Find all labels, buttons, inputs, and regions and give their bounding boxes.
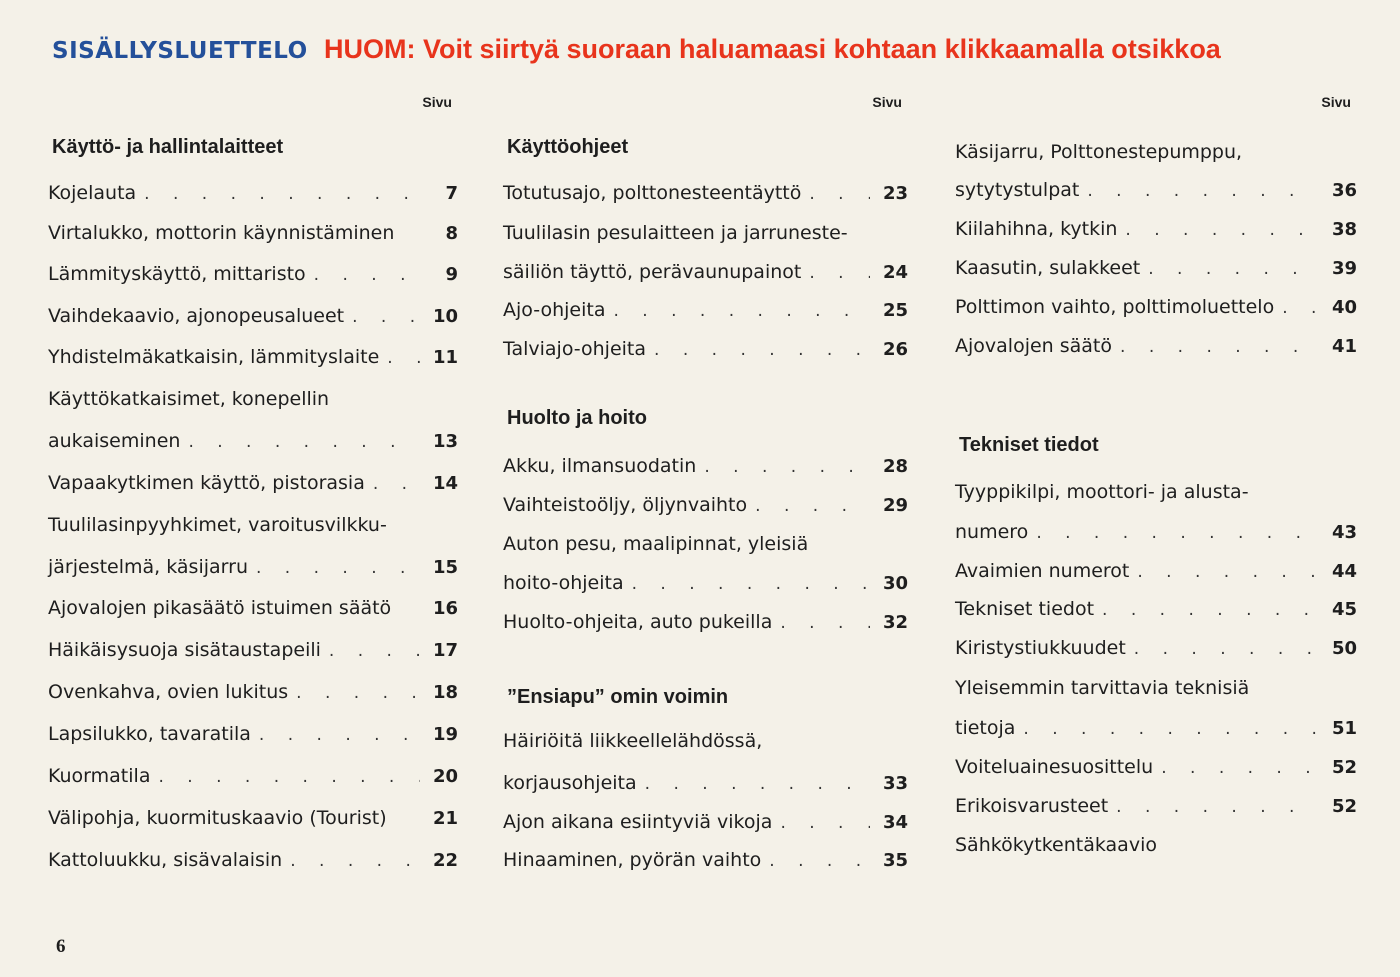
toc-entry-label: tietoja [955, 717, 1016, 739]
toc-entry-page: 24 [882, 262, 908, 283]
toc-entry-page: 41 [1331, 336, 1357, 357]
toc-entry[interactable] [48, 680, 458, 705]
toc-entry[interactable] [48, 848, 458, 873]
dot-leader [1148, 257, 1319, 281]
toc-entry-label: järjestelmä, käsijarru [48, 556, 248, 578]
toc-entry[interactable] [48, 262, 458, 287]
dot-leader [1125, 218, 1319, 242]
toc-entry[interactable] [48, 387, 458, 412]
dot-leader [1023, 717, 1319, 741]
dot-leader [780, 611, 870, 635]
toc-entry-label: Yleisemmin tarvittavia teknisiä [955, 677, 1250, 699]
toc-entry-label: Kiristystiukkuudet [955, 637, 1126, 659]
dot-leader [1087, 179, 1319, 203]
toc-entry-page: 11 [432, 347, 458, 368]
toc-entry-label: Ajo-ohjeita [503, 299, 606, 321]
dot-leader [158, 765, 420, 789]
toc-entry[interactable] [955, 256, 1357, 281]
toc-entry[interactable] [503, 260, 908, 285]
toc-entry-page: 34 [882, 812, 908, 833]
toc-entry-label: Ajovalojen säätö [955, 335, 1113, 357]
toc-entry[interactable] [955, 755, 1357, 780]
dot-leader [1137, 560, 1319, 584]
section-heading[interactable]: Käyttö- ja hallintalaitteet [52, 136, 284, 158]
toc-entry[interactable] [955, 334, 1357, 359]
toc-entry-label: Tuulilasin pesulaitteen ja jarruneste- [503, 222, 848, 244]
toc-entry[interactable] [503, 493, 908, 518]
toc-entry[interactable] [48, 806, 458, 831]
page-column-label: Sivu [422, 94, 452, 110]
section-heading[interactable]: Huolto ja hoito [507, 407, 647, 429]
toc-entry-label: säiliön täyttö, perävaunupainot [503, 261, 802, 283]
toc-entry[interactable] [955, 833, 1357, 858]
toc-entry-label: Käsijarru, Polttonestepumppu, [955, 141, 1243, 163]
toc-entry[interactable] [48, 513, 458, 538]
dot-leader [352, 305, 420, 329]
dot-leader [704, 455, 870, 479]
toc-entry-label: Auton pesu, maalipinnat, yleisiä [503, 533, 809, 555]
dot-leader [809, 182, 870, 206]
toc-entry-label: Vaihteistoöljy, öljynvaihto [503, 494, 748, 516]
toc-entry-label: Tekniset tiedot [955, 598, 1095, 620]
dot-leader [780, 811, 870, 835]
toc-entry-page: 9 [445, 264, 458, 285]
dot-leader [613, 299, 870, 323]
toc-entry-page: 52 [1331, 796, 1357, 817]
toc-entry-page: 17 [432, 640, 458, 661]
toc-entry[interactable] [503, 454, 908, 479]
page-title: SISÄLLYSLUETTELO [52, 38, 308, 64]
toc-entry[interactable] [955, 520, 1357, 545]
toc-entry[interactable] [503, 729, 908, 754]
toc-entry[interactable] [503, 810, 908, 835]
dot-leader [373, 472, 420, 496]
toc-entry-page: 22 [432, 850, 458, 871]
dot-leader [1120, 335, 1319, 359]
dot-leader [1282, 296, 1319, 320]
dot-leader [314, 263, 420, 287]
toc-entry-label: Kaasutin, sulakkeet [955, 257, 1141, 279]
toc-entry-page: 28 [882, 456, 908, 477]
toc-entry[interactable] [503, 771, 908, 796]
dot-leader [256, 556, 420, 580]
toc-entry-page: 10 [432, 306, 458, 327]
toc-entry-label: korjausohjeita [503, 772, 637, 794]
page-column-label: Sivu [1321, 94, 1351, 110]
toc-entry-label: Kojelauta [48, 182, 137, 204]
toc-entry[interactable] [955, 217, 1357, 242]
dot-leader [1036, 521, 1319, 545]
toc-entry[interactable] [955, 178, 1357, 203]
toc-entry[interactable] [48, 345, 458, 370]
toc-entry[interactable] [955, 636, 1357, 661]
toc-entry[interactable] [503, 848, 908, 873]
toc-entry-page: 40 [1331, 297, 1357, 318]
toc-entry-page: 45 [1331, 599, 1357, 620]
toc-entry-page: 39 [1331, 258, 1357, 279]
toc-entry-label: Yhdistelmäkatkaisin, lämmityslaite [48, 346, 380, 368]
toc-entry-label: Ovenkahva, ovien lukitus [48, 681, 289, 703]
toc-entry-page: 7 [445, 183, 458, 204]
toc-entry[interactable] [503, 298, 908, 323]
toc-entry[interactable] [503, 571, 908, 596]
dot-leader [144, 182, 420, 206]
section-heading[interactable]: ”Ensiapu” omin voimin [507, 686, 729, 708]
toc-entry-label: Erikoisvarusteet [955, 795, 1109, 817]
toc-entry[interactable] [48, 181, 458, 206]
toc-entry-page: 44 [1331, 561, 1357, 582]
toc-entry-label: Kuormatila [48, 765, 151, 787]
toc-entry-label: Kiilahihna, kytkin [955, 218, 1118, 240]
dot-leader [329, 639, 420, 663]
toc-entry-page: 32 [882, 612, 908, 633]
toc-entry[interactable] [503, 181, 908, 206]
toc-entry-label: Sähkökytkentäkaavio [955, 834, 1157, 856]
toc-entry[interactable] [955, 716, 1357, 741]
dot-leader [1161, 756, 1319, 780]
navigation-notice: HUOM: Voit siirtyä suoraan haluamaasi kohtaan klikkaamalla otsikkoa [324, 34, 1221, 64]
toc-entry-page: 35 [882, 850, 908, 871]
toc-entry-label: Ajovalojen pikasäätö istuimen säätö [48, 597, 392, 619]
toc-entry[interactable] [955, 480, 1357, 505]
toc-entry-page: 30 [882, 573, 908, 594]
toc-entry-page: 38 [1331, 219, 1357, 240]
toc-entry-page: 14 [432, 473, 458, 494]
toc-entry-label: aukaiseminen [48, 430, 181, 452]
toc-entry-label: Vapaakytkimen käyttö, pistorasia [48, 472, 365, 494]
toc-entry[interactable] [48, 471, 458, 496]
dot-leader [645, 772, 870, 796]
toc-entry-label: Häikäisysuoja sisätaustapeili [48, 639, 321, 661]
dot-leader [290, 849, 420, 873]
toc-entry-label: Kattoluukku, sisävalaisin [48, 849, 283, 871]
toc-entry-page: 20 [432, 766, 458, 787]
toc-entry-page: 21 [432, 808, 458, 829]
toc-entry-page: 8 [445, 223, 458, 244]
toc-entry-label: Avaimien numerot [955, 560, 1130, 582]
toc-entry-label: Tuulilasinpyyhkimet, varoitusvilkku- [48, 514, 387, 536]
header [52, 34, 1360, 74]
toc-entry-label: Käyttökatkaisimet, konepellin [48, 388, 330, 410]
toc-entry-page: 29 [882, 495, 908, 516]
toc-entry-label: Voiteluainesuosittelu [955, 756, 1154, 778]
toc-entry-page: 19 [432, 724, 458, 745]
toc-entry[interactable] [503, 610, 908, 635]
toc-entry[interactable] [48, 304, 458, 329]
dot-leader [296, 681, 420, 705]
toc-entry[interactable] [955, 794, 1357, 819]
toc-entry-page: 26 [882, 339, 908, 360]
toc-entry-page: 13 [432, 431, 458, 452]
toc-entry-label: Huolto-ohjeita, auto pukeilla [503, 611, 773, 633]
dot-leader [755, 494, 870, 518]
toc-entry-label: Välipohja, kuormituskaavio (Tourist) [48, 807, 387, 829]
toc-entry-label: Akku, ilmansuodatin [503, 455, 697, 477]
dot-leader [259, 723, 420, 747]
dot-leader [1116, 795, 1319, 819]
toc-entry[interactable] [48, 722, 458, 747]
toc-entry[interactable] [48, 596, 458, 621]
toc-entry-label: Lämmityskäyttö, mittaristo [48, 263, 306, 285]
toc-entry[interactable] [48, 555, 458, 580]
dot-leader [654, 338, 870, 362]
toc-entry-label: Totutusajo, polttonesteentäyttö [503, 182, 802, 204]
toc-entry-page: 43 [1331, 522, 1357, 543]
toc-entry[interactable] [48, 638, 458, 663]
toc-entry-page: 15 [432, 557, 458, 578]
toc-entry-page: 52 [1331, 757, 1357, 778]
dot-leader [769, 849, 870, 873]
page-number: 6 [56, 936, 66, 957]
toc-entry-page: 50 [1331, 638, 1357, 659]
toc-entry-label: Polttimon vaihto, polttimoluettelo [955, 296, 1275, 318]
dot-leader [632, 572, 870, 596]
dot-leader [809, 261, 870, 285]
toc-entry-page: 16 [432, 598, 458, 619]
toc-entry-label: Häiriöitä liikkeellelähdössä, [503, 730, 763, 752]
section-heading[interactable]: Käyttöohjeet [507, 136, 629, 158]
page-column-label: Sivu [872, 94, 902, 110]
toc-entry-label: Ajon aikana esiintyviä vikoja [503, 811, 773, 833]
toc-entry[interactable] [955, 597, 1357, 622]
toc-entry-label: numero [955, 521, 1029, 543]
toc-entry[interactable] [48, 764, 458, 789]
toc-entry-label: Talviajo-ohjeita [503, 338, 647, 360]
toc-entry-label: Vaihdekaavio, ajonopeusalueet [48, 305, 345, 327]
toc-entry-label: sytytystulpat [955, 179, 1080, 201]
toc-entry-page: 23 [882, 183, 908, 204]
dot-leader [1134, 637, 1319, 661]
toc-entry[interactable] [955, 295, 1357, 320]
toc-entry-page: 18 [432, 682, 458, 703]
dot-leader [1102, 598, 1319, 622]
toc-entry[interactable] [955, 140, 1357, 165]
toc-entry-page: 51 [1331, 718, 1357, 739]
dot-leader [188, 430, 420, 454]
toc-entry[interactable] [48, 429, 458, 454]
toc-entry[interactable] [48, 221, 458, 246]
toc-entry-label: Tyyppikilpi, moottori- ja alusta- [955, 481, 1249, 503]
toc-entry-label: Virtalukko, mottorin käynnistäminen [48, 222, 395, 244]
toc-entry[interactable] [503, 532, 908, 557]
toc-entry-page: 25 [882, 300, 908, 321]
toc-entry[interactable] [503, 221, 908, 246]
section-heading[interactable]: Tekniset tiedot [959, 434, 1099, 456]
toc-entry[interactable] [955, 676, 1357, 701]
toc-entry-page: 36 [1331, 180, 1357, 201]
toc-entry-label: Lapsilukko, tavaratila [48, 723, 251, 745]
toc-entry-label: hoito-ohjeita [503, 572, 624, 594]
toc-entry-page: 33 [882, 773, 908, 794]
dot-leader [387, 346, 420, 370]
toc-entry-label: Hinaaminen, pyörän vaihto [503, 849, 762, 871]
toc-entry[interactable] [955, 559, 1357, 584]
toc-entry[interactable] [503, 337, 908, 362]
